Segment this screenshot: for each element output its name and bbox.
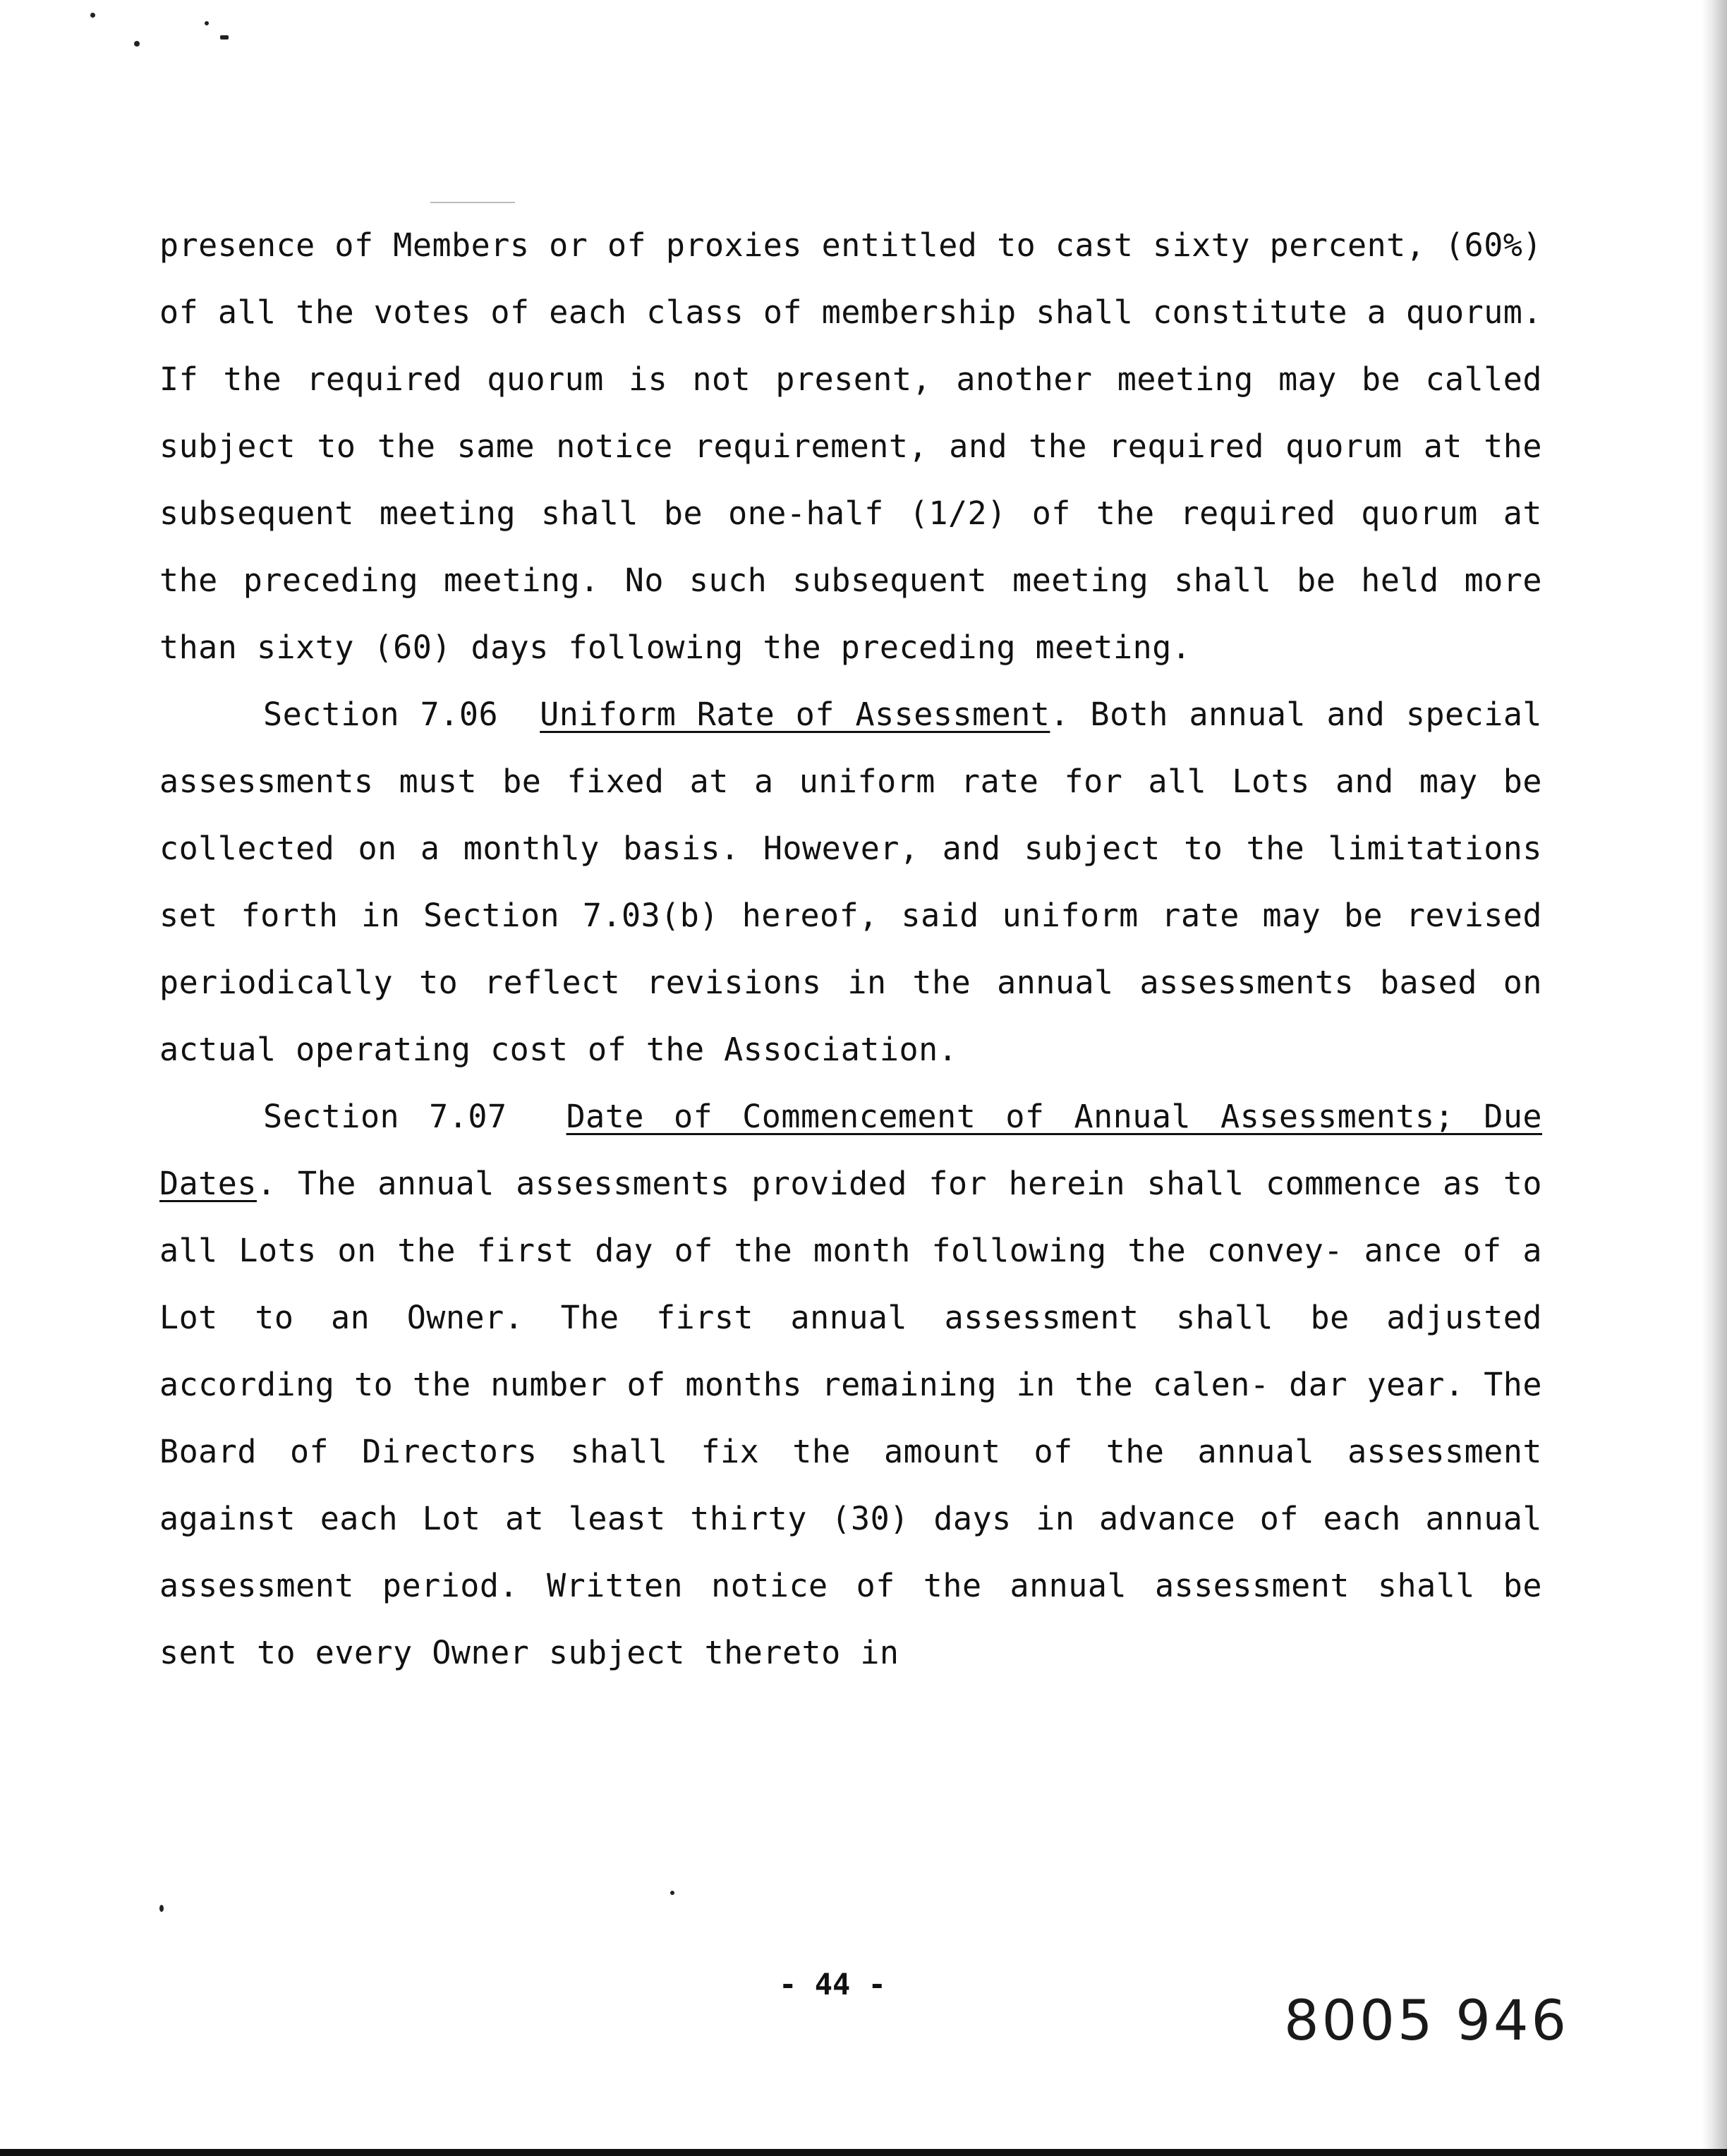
scan-edge-shadow xyxy=(1702,0,1727,2156)
scan-bottom-border xyxy=(0,2149,1727,2156)
scan-artifact xyxy=(159,1905,164,1912)
scan-artifact xyxy=(220,35,229,40)
section-label: Section 7.07 xyxy=(263,1098,507,1135)
scan-artifact xyxy=(134,41,140,47)
document-number: 8005 946 xyxy=(1284,1990,1570,2053)
scan-artifact xyxy=(430,202,515,203)
section-body: . Both annual and special assessments must be fixed at a uniform rate for all Lots and may be collected on a monthly basis. However, and subject to the limitations set forth in Section 7.03(b) hereof, said uniform rate may be revised periodically to reflect revisions in the annual assessments based on actual operating cost of the Association. xyxy=(159,696,1543,1068)
section-7-07 xyxy=(159,1083,1542,1686)
scan-artifact xyxy=(90,13,95,18)
section-title: Uniform Rate of Assessment xyxy=(540,696,1050,733)
section-body: . The annual assessments provided for herein shall commence as to all Lots on the first day of the month following the convey- ance of a Lot to an Owner. The first annual assessment shall be adjusted according to the number of months remaining in the calen- dar year. The Board of Directors shall fix the amount of the annual assessment against each Lot at least thirty (30) days in advance of each annual assessment period. Written notice of the annual assessment shall be sent to every Owner subject thereto in xyxy=(159,1165,1542,1671)
document-body xyxy=(159,212,1542,1686)
section-7-06 xyxy=(159,681,1542,1083)
section-label: Section 7.06 xyxy=(263,696,499,733)
page-number: - 44 - xyxy=(779,1967,886,2001)
scan-artifact xyxy=(670,1891,674,1895)
paragraph-quorum: presence of Members or of proxies entitled to cast sixty percent, (60%) of all the votes of each class of membership shall constitute a quorum. If the required quorum is not present, another meeting may be called subject to the same notice requirement, and the required quorum at the subsequent meeting shall be one-half (1/2) of the required quorum at the preceding meeting. No such subsequent meeting shall be held more than sixty (60) days following the preceding meeting. xyxy=(159,226,1542,666)
section-title: Date of Commencement of Annual Assessments; Due Dates xyxy=(159,1098,1543,1202)
scan-artifact xyxy=(205,21,209,25)
